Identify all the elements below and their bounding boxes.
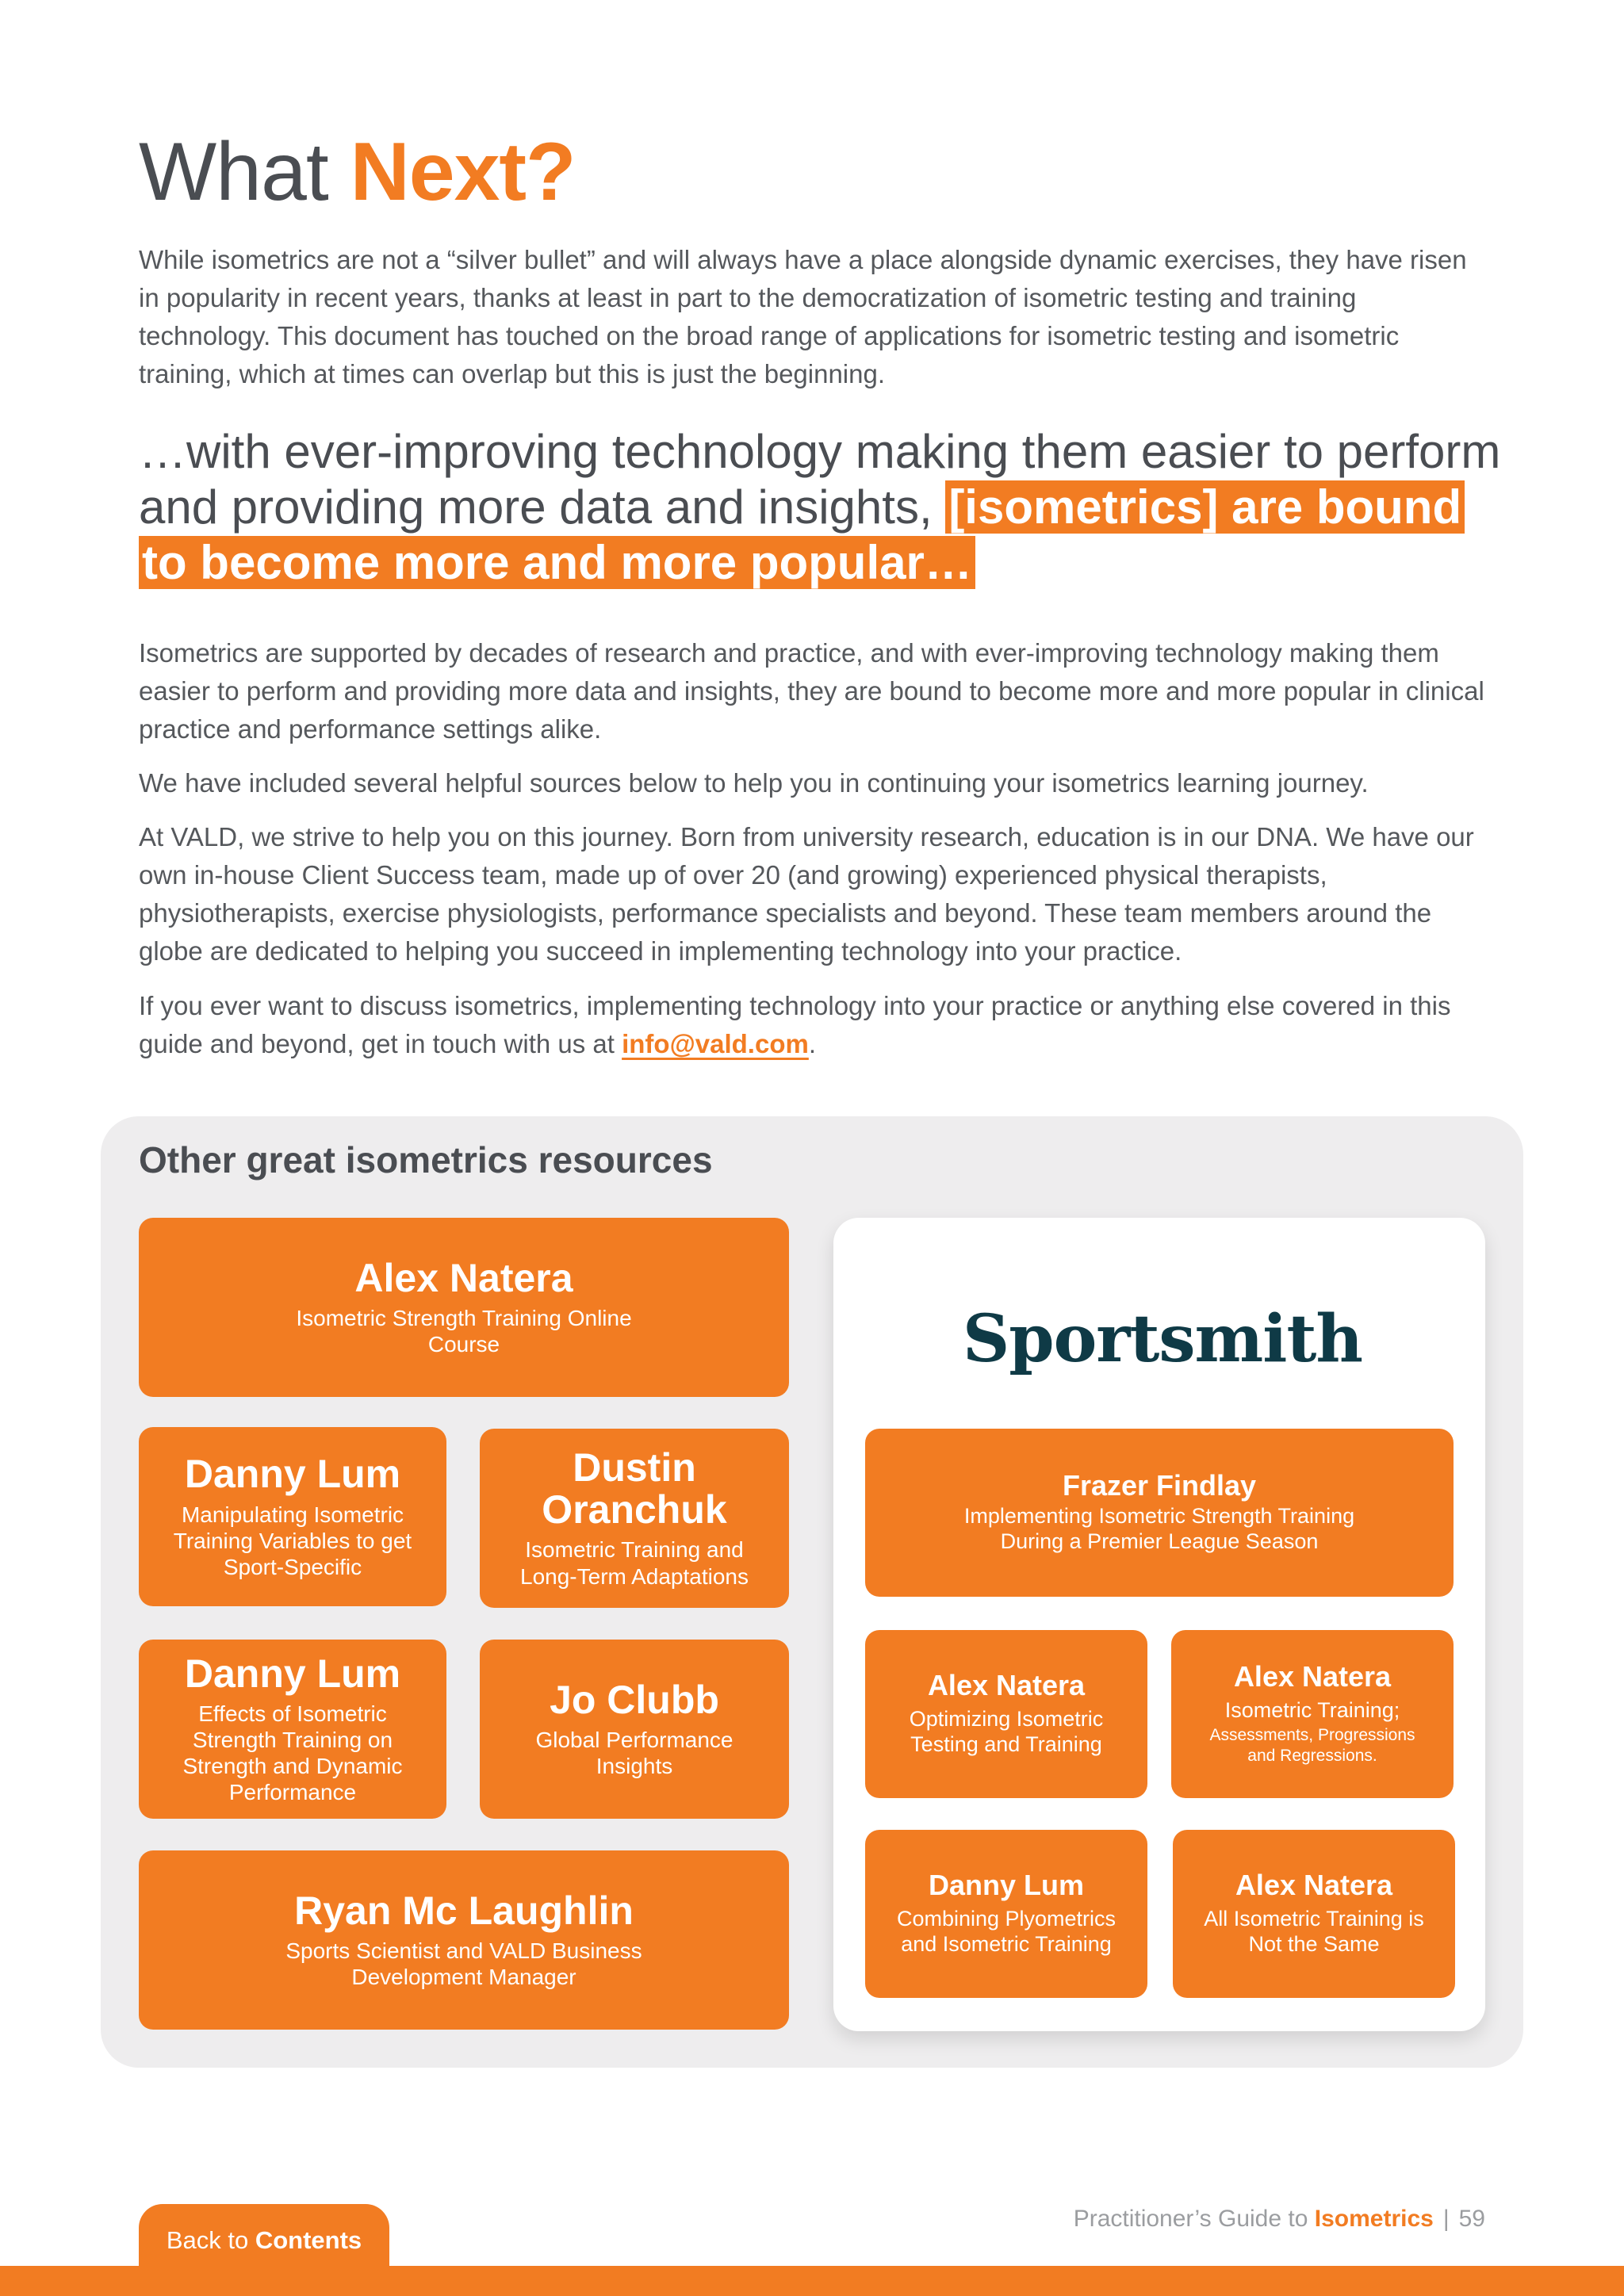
resource-author: Danny Lum — [184, 1651, 401, 1696]
pull-quote-text: …with ever-improving technology making them easier to perform and providing more data and insights, — [139, 425, 1501, 534]
sportsmith-card-alex-natera-training[interactable] — [1171, 1630, 1454, 1798]
footer-guide-prefix: Practitioner’s Guide to — [1073, 2206, 1308, 2232]
back-label: Back to — [166, 2226, 249, 2254]
sportsmith-card-alex-natera-not-same[interactable] — [1173, 1830, 1455, 1998]
sportsmith-card-alex-natera-optimizing[interactable] — [865, 1630, 1147, 1798]
resource-card-alex-natera-course[interactable] — [139, 1218, 789, 1397]
contact-text: If you ever want to discuss isometrics, implementing technology into your practice or anything else covered in this guide and beyond, get in touch with us at — [139, 991, 1451, 1058]
title-prefix: What — [139, 126, 328, 218]
page-number: 59 — [1458, 2206, 1485, 2232]
resource-author: Alex Natera — [1235, 1869, 1393, 1902]
resource-author: Alex Natera — [1233, 1659, 1392, 1693]
resource-title: Optimizing Isometric Testing and Training — [909, 1707, 1104, 1756]
footer-bar — [0, 2266, 1624, 2296]
resource-title: Isometric Training and Long-Term Adaptations — [520, 1537, 749, 1589]
resource-subtitle: Assessments, Progressions and Regressions. — [1209, 1725, 1415, 1765]
resource-author: Alex Natera — [927, 1669, 1086, 1702]
footer-guide-title — [1074, 2206, 1485, 2233]
paragraph-research: Isometrics are supported by decades of research and practice, and with ever-improving technology making them easier to perform and providing more data and insights, they are bound to become more and more popular in clinical practice and performance settings alike. — [139, 638, 1484, 744]
footer-guide-brand: Isometrics — [1314, 2206, 1434, 2232]
sportsmith-card-danny-lum-plyometrics[interactable] — [865, 1830, 1147, 1998]
intro-paragraph: While isometrics are not a “silver bullet” and will always have a place alongside dynamic exercises, they have risen in popularity in recent years, thanks at least in part to the democratization of isometric testing and training technology. This document has touched on the broad range of applications for isometric testing and isometric training, which at times can overlap but this is just the beginning. — [139, 245, 1467, 388]
resource-title: Effects of Isometric Strength Training on Strength and Dynamic Performance — [182, 1701, 403, 1805]
resource-card-jo-clubb[interactable] — [480, 1640, 789, 1819]
resource-author: Alex Natera — [354, 1255, 573, 1300]
resource-author: Dustin Oranchuk — [542, 1445, 727, 1532]
footer-separator: | — [1442, 2206, 1450, 2232]
title-accent: Next? — [350, 126, 576, 218]
email-link[interactable]: info@vald.com — [622, 1029, 809, 1058]
sportsmith-section — [833, 1218, 1485, 2031]
page-title — [139, 127, 576, 217]
resource-card-danny-lum-effects[interactable] — [139, 1640, 446, 1819]
sportsmith-logo-text: Sportsmith — [963, 1301, 1362, 1377]
sportsmith-logo[interactable] — [963, 1288, 1362, 1391]
paragraph-vald: At VALD, we strive to help you on this journey. Born from university research, education is in our DNA. We have our own in-house Client Success team, made up of over 20 (and growing) experienced physical therapists, physiotherapists, exercise physiologists, performance specialists and beyond. These team members around the globe are dedicated to helping you succeed in implementing technology into your practice. — [139, 822, 1474, 966]
resource-title: Isometric Training; — [1224, 1697, 1400, 1722]
resource-author: Ryan Mc Laughlin — [294, 1888, 634, 1933]
resources-heading: Other great isometrics resources — [139, 1139, 713, 1181]
resource-title: Manipulating Isometric Training Variables to get Sport-Specific — [173, 1502, 412, 1579]
resource-title: Sports Scientist and VALD Business Development Manager — [285, 1938, 642, 1990]
back-label-strong: Contents — [255, 2226, 362, 2254]
resource-author: Jo Clubb — [550, 1677, 719, 1722]
resource-title: All Isometric Training is Not the Same — [1204, 1907, 1424, 1956]
resource-card-ryan-mc-laughlin[interactable] — [139, 1850, 789, 2030]
paragraph-contact — [139, 987, 1487, 1063]
resource-author: Frazer Findlay — [1062, 1469, 1257, 1502]
paragraph-sources: We have included several helpful sources below to help you in continuing your isometrics learning journey. — [139, 768, 1369, 798]
resources-panel — [101, 1116, 1523, 2068]
resource-title: Combining Plyometrics and Isometric Training — [896, 1907, 1116, 1956]
resource-author: Danny Lum — [928, 1869, 1084, 1902]
contact-suffix: . — [808, 1029, 816, 1058]
resource-card-dustin-oranchuk[interactable] — [480, 1429, 789, 1608]
resource-author: Danny Lum — [184, 1452, 401, 1497]
resource-card-danny-lum-variables[interactable] — [139, 1427, 446, 1606]
sportsmith-card-frazer-findlay[interactable] — [865, 1429, 1454, 1597]
resource-title: Isometric Strength Training Online Course — [296, 1306, 632, 1357]
resource-title: Implementing Isometric Strength Training During a Premier League Season — [963, 1504, 1355, 1553]
pull-quote-highlight: [isometrics] are bound to become more and more popular… — [139, 480, 1465, 589]
pull-quote — [139, 424, 1503, 591]
resource-title: Global Performance Insights — [535, 1728, 733, 1779]
